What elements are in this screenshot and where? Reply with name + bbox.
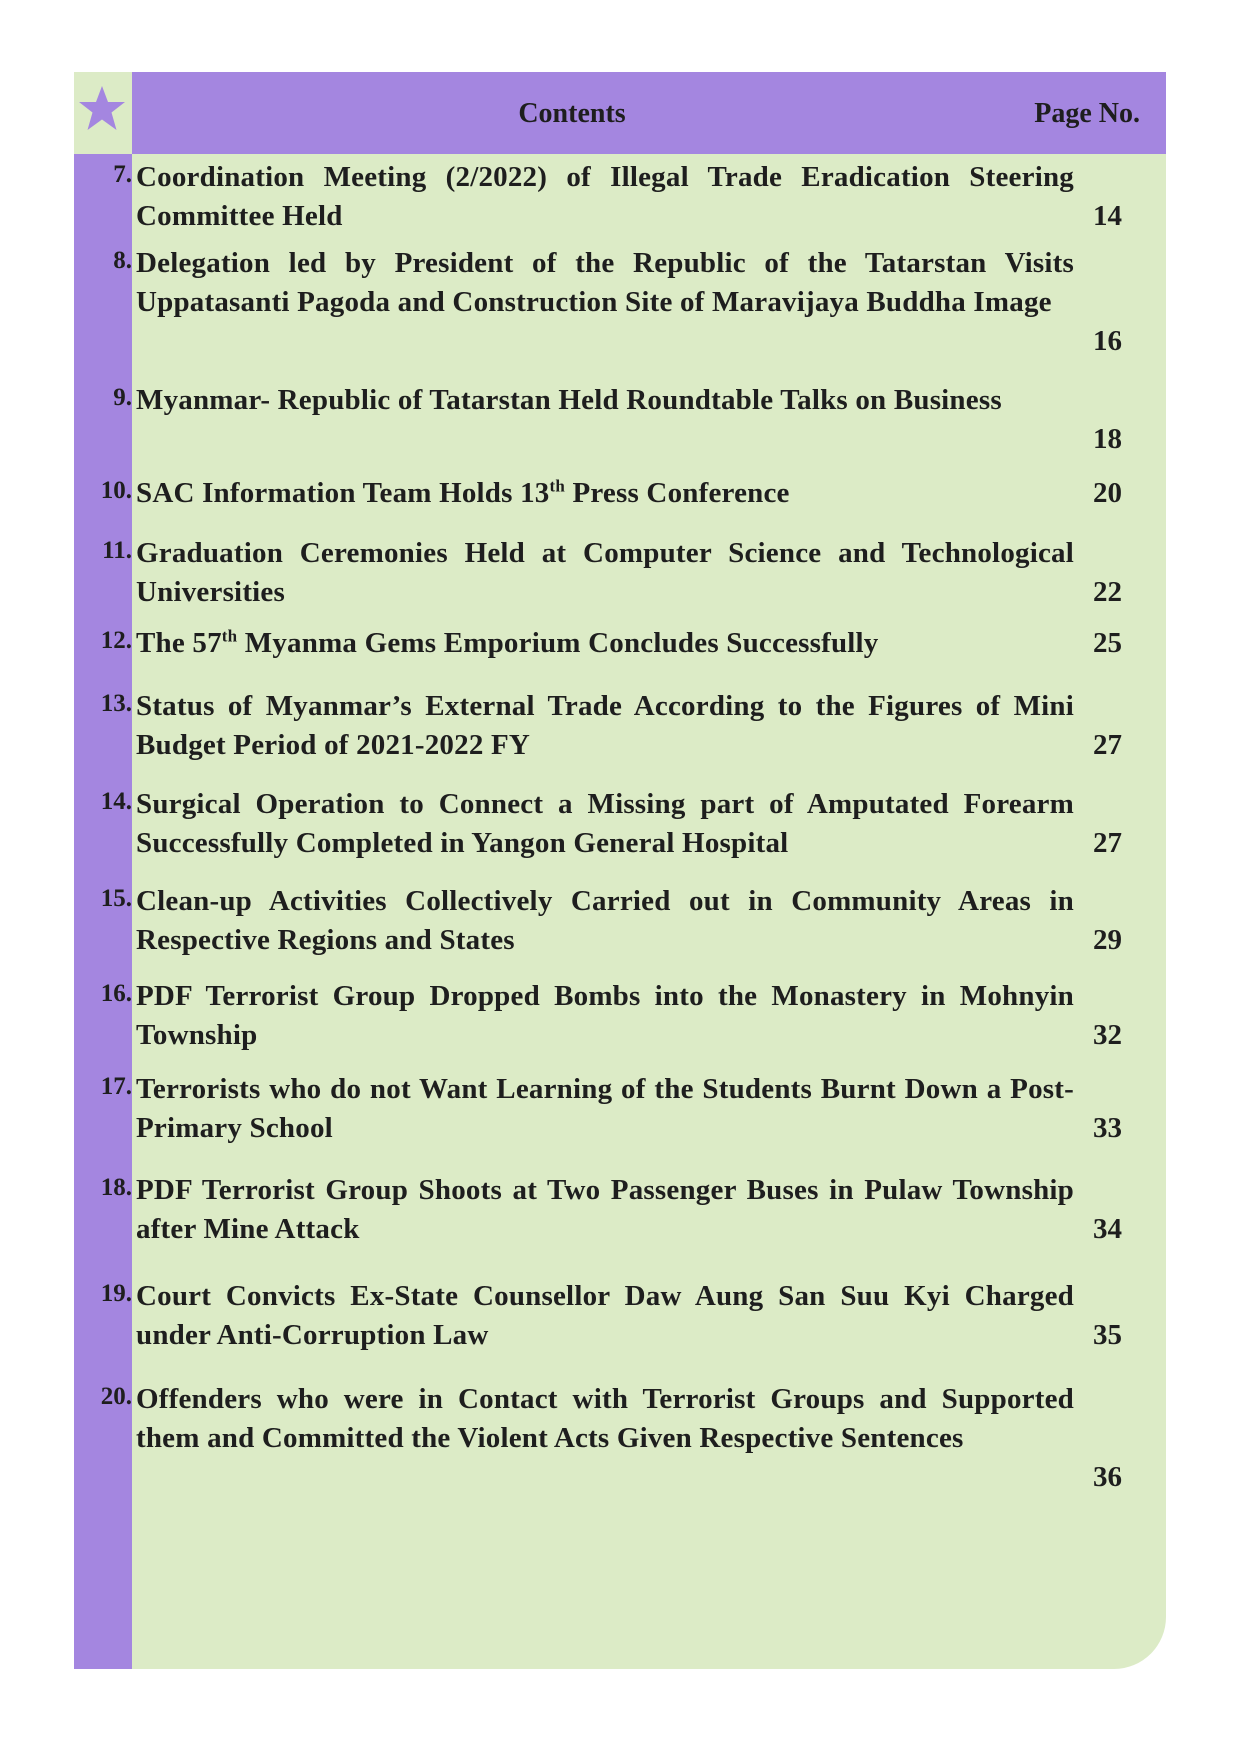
entry-page-number: 16 — [1093, 325, 1122, 357]
entry-title: PDF Terrorist Group Shoots at Two Passenger Buses in Pulaw Township after Mine Attack — [136, 1174, 1074, 1245]
entry-title: Status of Myanmar’s External Trade According to the Figures of Mini Budget Period of 2021-2022 FY — [136, 690, 1074, 761]
contents-heading: Contents — [518, 98, 626, 129]
entry-title: Terrorists who do not Want Learning of the Students Burnt Down a Post-Primary School — [136, 1073, 1074, 1144]
entry-page-number: 22 — [1093, 576, 1122, 608]
entry-number: 20. — [100, 1383, 132, 1410]
entry-number: 14. — [100, 788, 132, 815]
entry-title: Delegation led by President of the Republic of the Tatarstan Visits Uppatasanti Pagoda and Construction Site of Maravijaya Buddha Image — [136, 247, 1074, 318]
entry-number: 8. — [113, 247, 132, 274]
entry-number: 16. — [100, 980, 132, 1007]
entry-title: Clean-up Activities Collectively Carried out in Community Areas in Respective Regions and States — [136, 885, 1074, 956]
entry-page-number: 27 — [1093, 729, 1122, 761]
entry-title: The 57th Myanma Gems Emporium Concludes Successfully — [136, 626, 879, 659]
star-icon — [77, 84, 127, 134]
entry-number: 9. — [113, 384, 132, 411]
entry-number: 13. — [100, 690, 132, 717]
entry-page-number: 32 — [1093, 1019, 1122, 1051]
entry-number: 12. — [100, 627, 132, 654]
entry-title: Coordination Meeting (2/2022) of Illegal Trade Eradication Steering Committee Held — [136, 161, 1074, 232]
entry-number: 17. — [100, 1073, 132, 1100]
entry-page-number: 35 — [1093, 1319, 1122, 1351]
entry-number: 7. — [113, 161, 132, 188]
entry-title: PDF Terrorist Group Dropped Bombs into the Monastery in Mohnyin Township — [136, 980, 1074, 1051]
entry-number: 18. — [100, 1174, 132, 1201]
entry-number: 11. — [102, 537, 132, 564]
entry-page-number: 14 — [1093, 200, 1122, 232]
entry-page-number: 20 — [1093, 477, 1122, 509]
entry-title: Surgical Operation to Connect a Missing part of Amputated Forearm Successfully Completed in Yangon General Hospital — [136, 788, 1074, 859]
entry-number: 10. — [100, 477, 132, 504]
entry-title: SAC Information Team Holds 13th Press Conference — [136, 476, 790, 509]
entry-page-number: 25 — [1093, 627, 1122, 659]
entry-title: Court Convicts Ex-State Counsellor Daw Aung San Suu Kyi Charged under Anti-Corruption Law — [136, 1280, 1074, 1351]
entry-page-number: 18 — [1093, 423, 1122, 455]
entry-title: Graduation Ceremonies Held at Computer Science and Technological Universities — [136, 537, 1074, 608]
entry-page-number: 29 — [1093, 924, 1122, 956]
entry-page-number: 34 — [1093, 1213, 1122, 1245]
entry-page-number: 27 — [1093, 827, 1122, 859]
entry-number: 15. — [100, 885, 132, 912]
entry-number: 19. — [100, 1280, 132, 1307]
entry-page-number: 33 — [1093, 1112, 1122, 1144]
entry-page-number: 36 — [1093, 1461, 1122, 1493]
page-number-heading: Page No. — [1034, 98, 1140, 129]
entry-title: Myanmar- Republic of Tatarstan Held Roundtable Talks on Business — [136, 384, 1002, 416]
contents-header — [132, 72, 1166, 154]
entry-title: Offenders who were in Contact with Terrorist Groups and Supported them and Committed the Violent Acts Given Respective Sentences — [136, 1383, 1074, 1454]
